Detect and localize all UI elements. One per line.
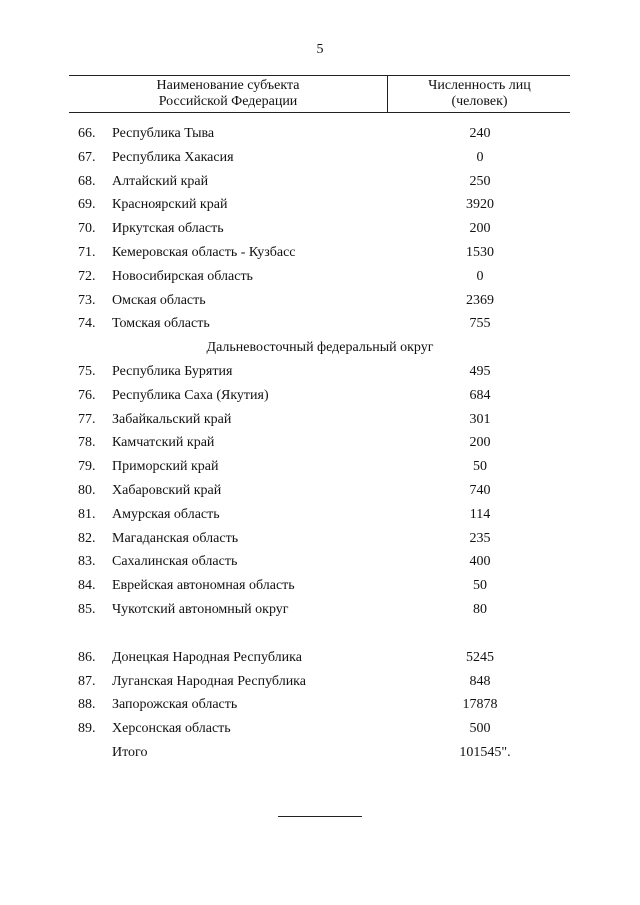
row-subject-name: Хабаровский край <box>112 482 222 498</box>
row-count-value: 3920 <box>466 197 494 213</box>
row-subject-name: Донецкая Народная Республика <box>112 649 302 665</box>
row-subject-name: Республика Хакасия <box>112 149 234 165</box>
header-subject-line2: Российской Федерации <box>158 94 298 109</box>
total-row <box>0 741 640 765</box>
row-number: 79. <box>78 459 96 475</box>
row-count-value: 5245 <box>466 649 494 665</box>
table-row <box>0 503 640 527</box>
table-row <box>0 360 640 384</box>
row-subject-name: Магаданская область <box>112 530 239 546</box>
row-number: 81. <box>78 506 96 522</box>
row-count-value: 200 <box>469 435 491 451</box>
row-subject-name: Омская область <box>112 292 206 308</box>
table-row <box>0 170 640 194</box>
row-count-value: 80 <box>473 601 487 617</box>
row-number: 77. <box>78 411 96 427</box>
row-number: 80. <box>78 482 96 498</box>
table-row <box>0 670 640 694</box>
total-value: 101545". <box>459 744 511 760</box>
row-number: 71. <box>78 244 96 260</box>
row-number: 76. <box>78 387 96 403</box>
table-row <box>0 384 640 408</box>
row-count-value: 1530 <box>466 244 494 260</box>
row-count-value: 17878 <box>462 697 498 713</box>
row-subject-name: Сахалинская область <box>112 554 238 570</box>
row-number: 70. <box>78 221 96 237</box>
table-row <box>0 479 640 503</box>
section-title: Дальневосточный федеральный округ <box>206 340 434 356</box>
header-subject-column <box>69 76 388 112</box>
table-row <box>0 265 640 289</box>
table-header <box>69 75 570 113</box>
row-count-value: 848 <box>469 673 491 689</box>
table-row <box>0 527 640 551</box>
table-row <box>0 289 640 313</box>
row-count-value: 2369 <box>466 292 494 308</box>
row-count-value: 50 <box>473 459 487 475</box>
table-row <box>0 193 640 217</box>
row-subject-name: Забайкальский край <box>112 411 232 427</box>
rows-group-siberian <box>0 122 640 336</box>
row-count-value: 684 <box>469 387 491 403</box>
row-subject-name: Кемеровская область - Кузбасс <box>112 244 296 260</box>
row-count-value: 400 <box>469 554 491 570</box>
row-number: 68. <box>78 173 96 189</box>
row-number: 87. <box>78 673 96 689</box>
row-subject-name: Республика Бурятия <box>112 363 233 379</box>
table-row <box>0 455 640 479</box>
table-row <box>0 717 640 741</box>
section-title-row <box>0 336 640 360</box>
row-count-value: 114 <box>469 506 491 522</box>
row-number: 69. <box>78 197 96 213</box>
row-count-value: 235 <box>469 530 491 546</box>
row-subject-name: Запорожская область <box>112 697 238 713</box>
row-subject-name: Красноярский край <box>112 197 228 213</box>
row-subject-name: Еврейская автономная область <box>112 578 295 594</box>
table-row <box>0 146 640 170</box>
table-body <box>0 122 640 765</box>
table-row <box>0 693 640 717</box>
rows-group-new-regions <box>0 646 640 741</box>
row-subject-name: Приморский край <box>112 459 219 475</box>
row-count-value: 755 <box>469 316 491 332</box>
row-number: 78. <box>78 435 96 451</box>
row-count-value: 301 <box>469 411 491 427</box>
row-count-value: 50 <box>473 578 487 594</box>
row-number: 88. <box>78 697 96 713</box>
row-count-value: 250 <box>469 173 491 189</box>
row-count-value: 0 <box>476 149 484 165</box>
table-row <box>0 646 640 670</box>
row-number: 74. <box>78 316 96 332</box>
row-subject-name: Луганская Народная Республика <box>112 673 306 689</box>
table-row <box>0 431 640 455</box>
total-label: Итого <box>112 744 148 760</box>
row-number: 67. <box>78 149 96 165</box>
row-count-value: 200 <box>469 221 491 237</box>
row-number: 83. <box>78 554 96 570</box>
row-number: 89. <box>78 721 96 737</box>
row-number: 82. <box>78 530 96 546</box>
row-number: 72. <box>78 268 96 284</box>
table-row <box>0 408 640 432</box>
row-subject-name: Алтайский край <box>112 173 209 189</box>
row-number: 84. <box>78 578 96 594</box>
row-subject-name: Республика Тыва <box>112 126 215 141</box>
row-count-value: 495 <box>469 363 491 379</box>
row-number: 85. <box>78 601 96 617</box>
row-count-value: 740 <box>469 482 491 498</box>
row-count-value: 0 <box>476 268 484 284</box>
table-row <box>0 598 640 622</box>
row-subject-name: Амурская область <box>112 506 220 522</box>
row-subject-name: Томская область <box>112 316 210 332</box>
row-subject-name: Республика Саха (Якутия) <box>112 387 269 403</box>
row-subject-name: Чукотский автономный округ <box>112 601 289 617</box>
row-count-value: 500 <box>469 721 491 737</box>
row-number: 75. <box>78 363 96 379</box>
table-row <box>0 550 640 574</box>
row-subject-name: Камчатский край <box>112 435 215 451</box>
rows-group-far-eastern <box>0 360 640 622</box>
group-spacer <box>0 622 640 646</box>
row-number: 66. <box>78 126 96 141</box>
page-number: 5 <box>316 42 324 57</box>
table-row <box>0 122 640 146</box>
header-count-line1: Численность лиц <box>428 78 531 93</box>
table-row <box>0 312 640 336</box>
table-row <box>0 217 640 241</box>
row-number: 73. <box>78 292 96 308</box>
row-number: 86. <box>78 649 96 665</box>
table-row <box>0 241 640 265</box>
header-subject-line1: Наименование субъекта <box>156 78 300 93</box>
header-count-column <box>389 76 570 112</box>
row-count-value: 240 <box>469 126 491 141</box>
row-subject-name: Иркутская область <box>112 221 224 237</box>
row-subject-name: Новосибирская область <box>112 268 253 284</box>
table-row <box>0 574 640 598</box>
row-subject-name: Херсонская область <box>112 721 231 737</box>
footer-rule <box>278 816 362 817</box>
header-count-line2: (человек) <box>451 94 508 109</box>
